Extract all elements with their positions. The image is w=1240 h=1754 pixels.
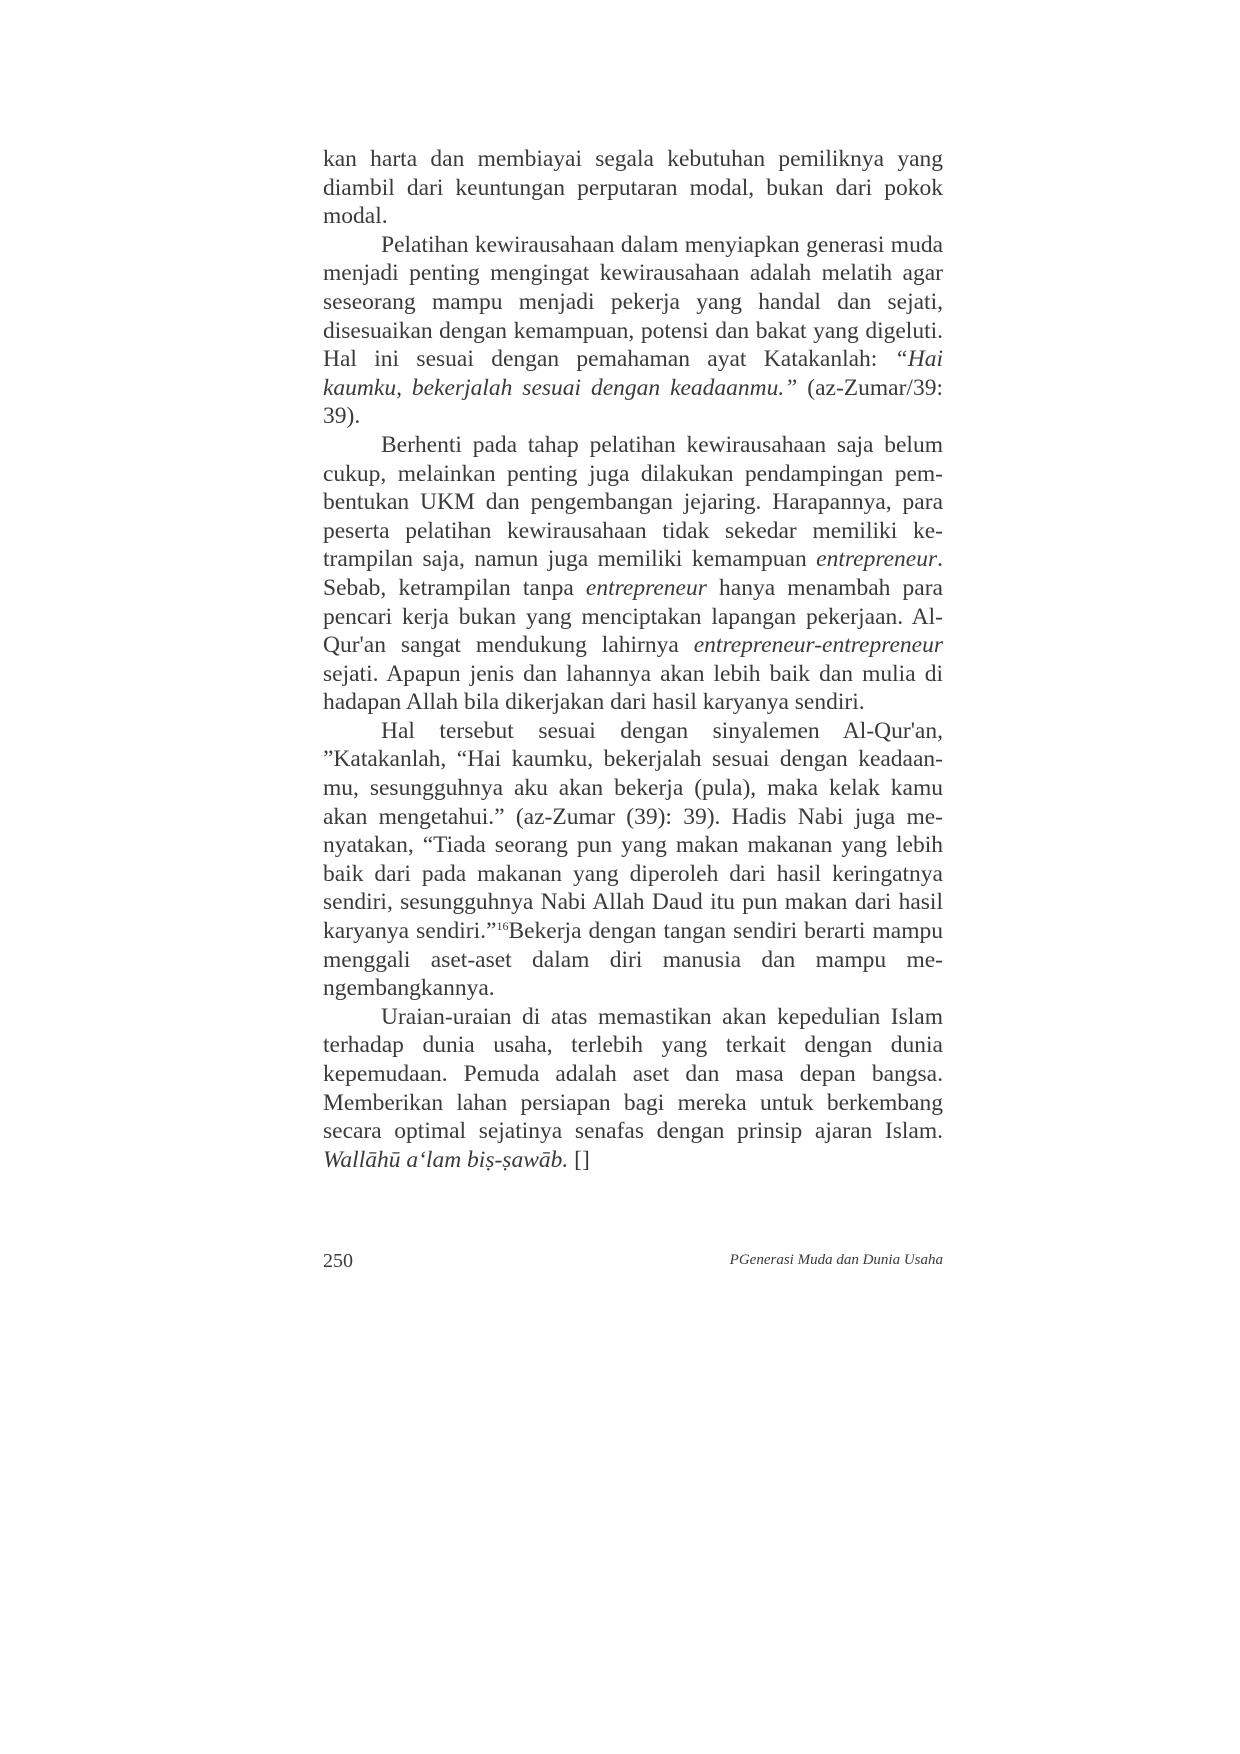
page-number: 250 [323,1250,353,1272]
italic-text: entrepreneur [816,546,938,573]
text-run: Pelatihan kewirausahaan dalam menyiapkan generasi muda menjadi penting mengingat kewirausahaan adalah melatih agar seseorang mampu menjadi pekerja yang handal dan sejati, disesuaikan dengan kemampuan, potensi dan bakat yang digeluti. Hal ini sesuai dengan pemahaman ayat Katakanlah: [323,231,943,373]
text-run: kan harta dan membiayai segala kebutuhan pemiliknya yang diambil dari keuntungan perputaran modal, bukan dari pokok modal. [323,146,943,230]
paragraph [323,1003,943,1175]
text-run: [] [568,1146,590,1173]
text-run: (az-Zumar/39: 39). [323,374,943,430]
text-run: Bekerja dengan tangan sendiri berarti mampu menggali aset-aset dalam diri manusia dan mampu mengembangkannya. [323,918,943,1002]
italic-text: entrepreneur-entrepreneur [693,632,943,659]
text-run: Berhenti pada tahap pelatihan kewirausahaan saja belum cukup, melainkan penting juga dilakukan pendampingan pembentukan UKM dan pengembangan jejaring. Harapannya, para peserta pelatihan kewirausahaan tidak sekedar memiliki ketrampilan saja, namun juga memiliki kemampuan [323,431,943,573]
text-run: Uraian-uraian di atas memastikan akan kepedulian Islam terhadap dunia usaha, terlebih yang terkait dengan dunia kepemudaan. Pemuda adalah aset dan masa depan bangsa. Memberikan lahan persiapan bagi mereka untuk berkembang secara optimal sejatinya senafas dengan prinsip ajaran Islam. [323,1003,943,1145]
paragraph [323,145,943,231]
text-run: hanya menambah para pencari kerja bukan yang menciptakan lapangan pekerjaan. Al-Qur'an sangat mendukung lahirnya [323,574,943,659]
paragraph [323,717,943,1003]
page-footer [323,1250,943,1280]
running-title: PGenerasi Muda dan Dunia Usaha [729,1252,943,1268]
body-text [323,145,943,1174]
italic-text: entrepreneur [585,574,707,601]
text-run: sejati. Apapun jenis dan lahannya akan lebih baik dan mulia di hadapan Allah bila dikerjakan dari hasil karyanya sendiri. [323,660,943,716]
text-run: . Sebab, ketrampilan tanpa [323,546,943,601]
paragraph [323,431,943,717]
paragraph [323,231,943,431]
italic-text: Wallāhū a‘lam biṣ-ṣawāb. [323,1146,569,1173]
footnote-ref: 16 [496,919,509,934]
text-run: Hal tersebut sesuai dengan sinyalemen Al-Qur'an, ”Katakanlah, “Hai kaumku, bekerjalah sesuai dengan keadaanmu, sesungguhnya aku akan bekerja (pula), maka kelak kamu akan mengetahui.” (az-Zumar (39): 39). Hadis Nabi juga menyatakan, “Tiada seorang pun yang makan makanan yang lebih baik dari pada makanan yang diperoleh dari hasil keringatnya sendiri, sesungguhnya Nabi Allah Daud itu pun makan dari hasil karyanya sendiri.” [323,717,943,945]
italic-text: “Hai kaumku, bekerjalah sesuai dengan keadaanmu.” [323,346,943,401]
